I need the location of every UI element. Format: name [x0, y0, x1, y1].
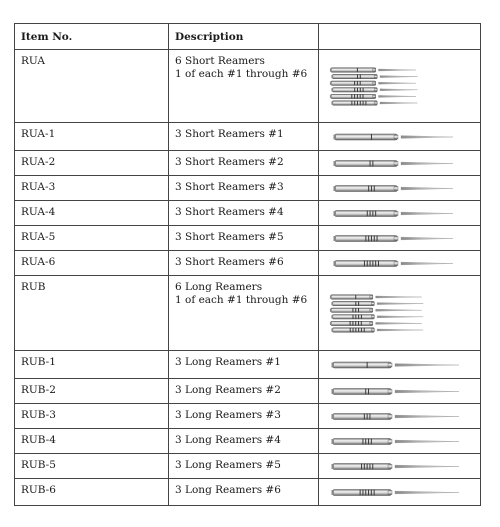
reamer-icon	[330, 67, 416, 71]
reamer-image	[319, 202, 479, 225]
reamer-icon	[330, 321, 422, 325]
item-number-cell: RUB-2	[15, 379, 169, 404]
table-row	[15, 151, 481, 176]
table-row	[15, 50, 481, 123]
reamer-icon	[332, 463, 460, 469]
item-no-header: Item No.	[15, 24, 169, 50]
reamer-icon	[331, 87, 417, 91]
item-number-cell: RUB-5	[15, 454, 169, 479]
reamer-icon	[330, 94, 416, 98]
table-row	[15, 351, 481, 379]
description-cell	[169, 276, 319, 351]
item-number-cell: RUA-1	[15, 123, 169, 151]
reamer-icon	[330, 81, 416, 85]
description-line: 3 Short Reamers #3	[175, 181, 284, 193]
table-row	[15, 123, 481, 151]
description-cell	[169, 379, 319, 404]
item-number-cell: RUB-6	[15, 479, 169, 506]
description-line: 3 Short Reamers #5	[175, 231, 284, 243]
description-header: Description	[169, 24, 319, 50]
reamer-image	[319, 480, 479, 505]
header-row	[15, 24, 481, 50]
table-row	[15, 251, 481, 276]
reamer-image-cell	[319, 50, 481, 123]
reamer-icon	[334, 160, 454, 166]
item-number-cell: RUA-3	[15, 176, 169, 201]
description-line: 3 Long Reamers #2	[175, 384, 281, 396]
reamer-catalog-table	[14, 23, 481, 506]
description-line: 3 Long Reamers #3	[175, 409, 281, 421]
table-row	[15, 226, 481, 251]
reamer-image	[319, 455, 479, 478]
description-line: 3 Long Reamers #4	[175, 434, 281, 446]
table-row	[15, 276, 481, 351]
description-cell	[169, 50, 319, 123]
description-line: 3 Short Reamers #1	[175, 128, 284, 140]
description-cell	[169, 201, 319, 226]
table-row	[15, 201, 481, 226]
description-line: 3 Long Reamers #6	[175, 484, 281, 496]
item-number-cell: RUA-6	[15, 251, 169, 276]
reamer-image	[319, 405, 479, 428]
reamer-image-cell	[319, 404, 481, 429]
reamer-image	[319, 430, 479, 453]
description-cell	[169, 454, 319, 479]
reamer-image-cell	[319, 429, 481, 454]
item-number-cell: RUA-4	[15, 201, 169, 226]
reamer-image-cell	[319, 176, 481, 201]
reamer-image	[319, 252, 479, 275]
reamer-image-cell	[319, 479, 481, 506]
table-row	[15, 479, 481, 506]
description-subline: 1 of each #1 through #6	[175, 294, 308, 306]
reamer-set-image	[319, 277, 479, 350]
reamer-icon	[334, 260, 454, 266]
item-number-cell: RUA-5	[15, 226, 169, 251]
table-row	[15, 176, 481, 201]
description-cell	[169, 151, 319, 176]
reamer-image-cell	[319, 251, 481, 276]
reamer-image-cell	[319, 454, 481, 479]
reamer-icon	[330, 308, 422, 312]
reamer-image-cell	[319, 226, 481, 251]
table-row	[15, 379, 481, 404]
description-line: 6 Long Reamers	[175, 281, 263, 293]
reamer-icon	[331, 74, 417, 78]
table-row	[15, 404, 481, 429]
reamer-image	[319, 352, 479, 378]
table-row	[15, 454, 481, 479]
reamer-icon	[334, 134, 454, 140]
item-number-cell: RUB-1	[15, 351, 169, 379]
description-cell	[169, 429, 319, 454]
description-cell	[169, 351, 319, 379]
description-line: 6 Short Reamers	[175, 55, 265, 67]
table-row	[15, 429, 481, 454]
reamer-image-cell	[319, 351, 481, 379]
description-cell	[169, 176, 319, 201]
item-number-cell: RUA	[15, 50, 169, 123]
item-number-cell: RUB-4	[15, 429, 169, 454]
description-line: 3 Short Reamers #2	[175, 156, 284, 168]
reamer-image	[319, 124, 479, 150]
reamer-icon	[330, 294, 422, 298]
item-number-cell: RUB	[15, 276, 169, 351]
description-cell	[169, 251, 319, 276]
reamer-image-cell	[319, 151, 481, 176]
reamer-icon	[331, 327, 423, 331]
reamer-image-cell	[319, 123, 481, 151]
reamer-image	[319, 227, 479, 250]
description-cell	[169, 479, 319, 506]
reamer-icon	[334, 235, 454, 241]
description-subline: 1 of each #1 through #6	[175, 68, 308, 80]
reamer-icon	[331, 314, 423, 318]
reamer-image-cell	[319, 201, 481, 226]
description-line: 3 Short Reamers #4	[175, 206, 284, 218]
item-number-cell: RUA-2	[15, 151, 169, 176]
item-number-cell: RUB-3	[15, 404, 169, 429]
description-cell	[169, 226, 319, 251]
reamer-icon	[331, 301, 423, 305]
reamer-image	[319, 380, 479, 403]
description-cell	[169, 404, 319, 429]
reamer-icon	[332, 489, 460, 495]
description-line: 3 Long Reamers #5	[175, 459, 281, 471]
reamer-icon	[332, 362, 460, 368]
description-cell	[169, 123, 319, 151]
reamer-set-image	[319, 51, 479, 122]
description-line: 3 Short Reamers #6	[175, 256, 284, 268]
reamer-image	[319, 152, 479, 175]
reamer-icon	[334, 210, 454, 216]
reamer-image-cell	[319, 379, 481, 404]
reamer-image	[319, 177, 479, 200]
reamer-image-cell	[319, 276, 481, 351]
description-line: 3 Long Reamers #1	[175, 356, 281, 368]
reamer-icon	[331, 100, 417, 104]
reamer-icon	[332, 388, 460, 394]
reamer-icon	[334, 185, 454, 191]
reamer-icon	[332, 438, 460, 444]
image-header	[319, 24, 481, 50]
reamer-icon	[332, 413, 460, 419]
